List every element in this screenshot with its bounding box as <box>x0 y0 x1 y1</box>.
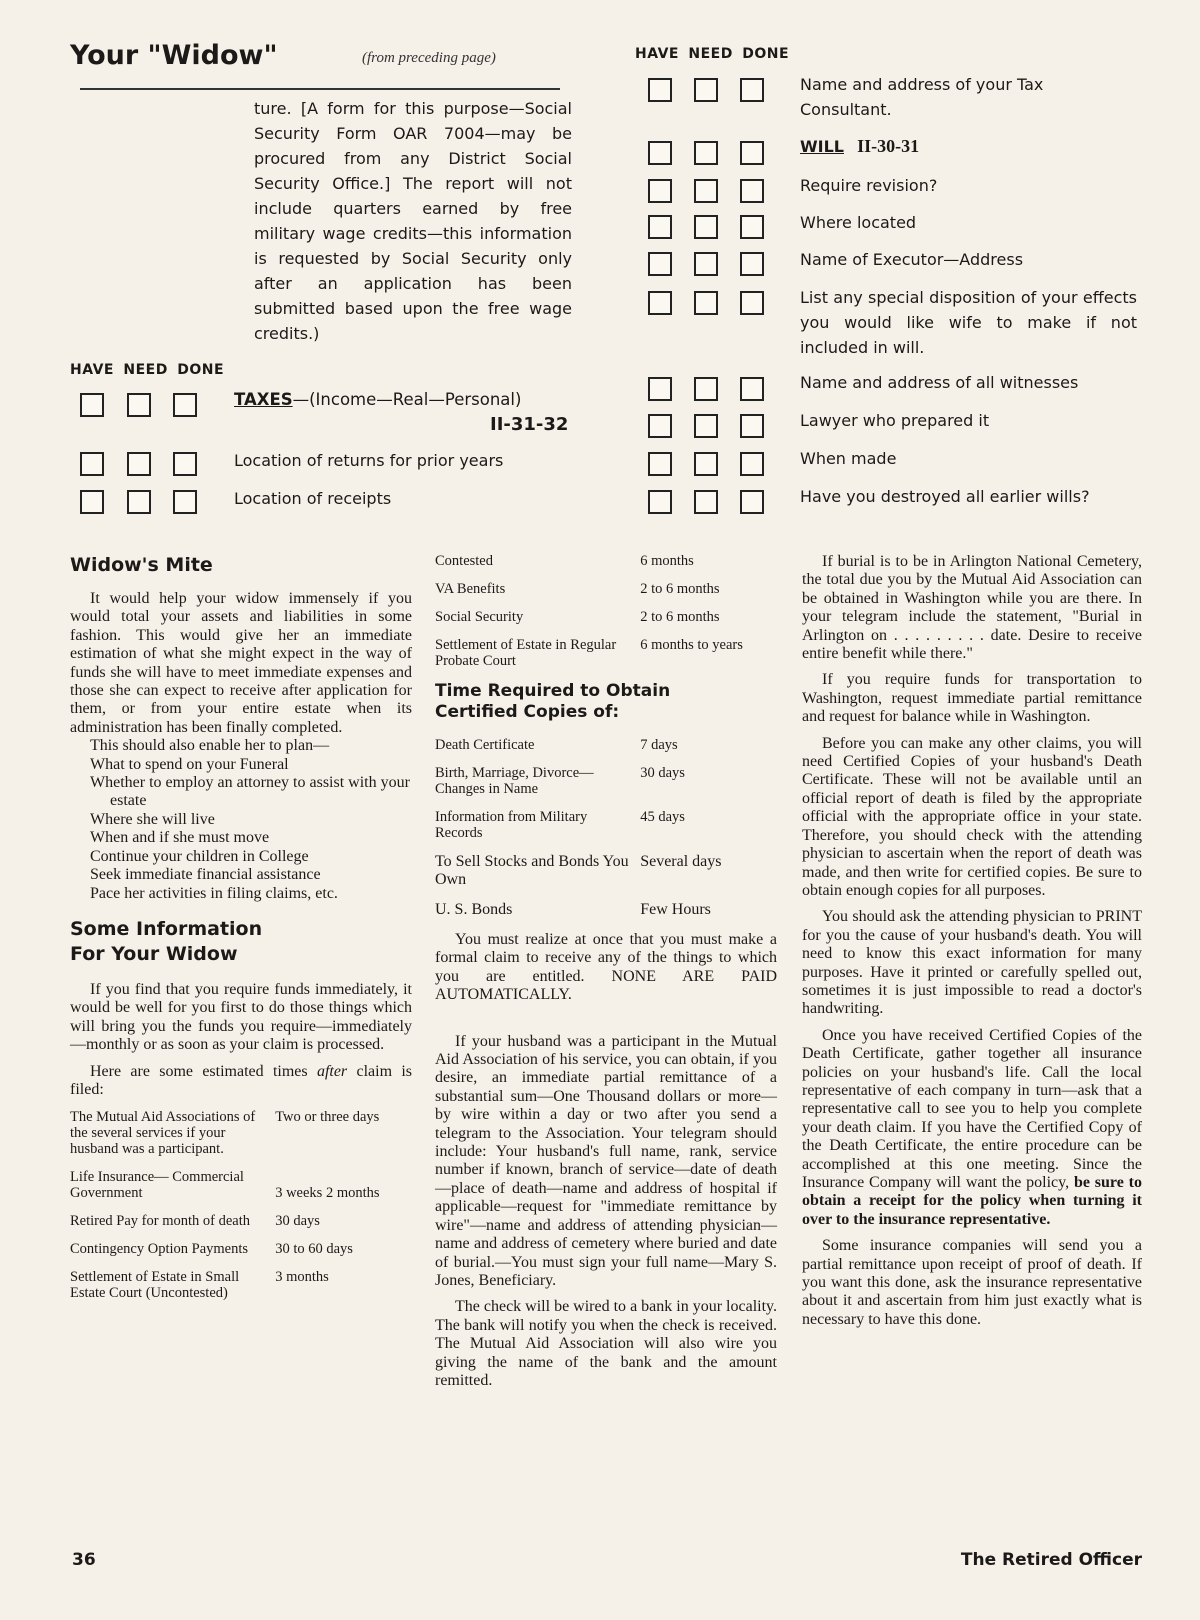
row-label: Death Certificate <box>435 737 535 753</box>
checkbox-have-destroyed[interactable] <box>648 490 672 514</box>
checkbox-need-lawyer[interactable] <box>694 414 718 438</box>
row-label: To Sell Stocks and Bonds You Own <box>435 853 629 888</box>
checkbox-have-receipts[interactable] <box>80 490 104 514</box>
checkbox-have-revision[interactable] <box>648 179 672 203</box>
certified-copies-heading: Time Required to Obtain Certified Copies of: <box>435 681 671 722</box>
checkbox-need-executor[interactable] <box>694 252 718 276</box>
row-value: 6 months <box>640 553 694 569</box>
info-paragraph: If you find that you require funds immediately, it would be well for you first to do those things which will bring you the funds you require—immediately—monthly or as soon as your claim is processed. <box>70 980 412 1054</box>
checkbox-done-when[interactable] <box>740 452 764 476</box>
row-label: U. S. Bonds <box>435 901 513 918</box>
will-item-revision: Require revision? <box>800 176 938 195</box>
column-3 <box>802 553 1142 1337</box>
claim-paragraph: You must realize at once that you must make a formal claim to receive any of the things to which you are entitled. NONE ARE PAID AUTOMATICALLY. <box>435 931 777 1004</box>
table-row <box>70 1169 412 1201</box>
done-label: DONE <box>742 46 790 62</box>
checkbox-done-witnesses[interactable] <box>740 377 764 401</box>
will-item-lawyer: Lawyer who prepared it <box>800 411 990 430</box>
text-run: Here are some estimated times <box>90 1062 317 1080</box>
row-value: 30 to 60 days <box>275 1241 353 1258</box>
row-label: Life Insurance— Commercial Government <box>70 1169 244 1202</box>
estimated-times-table-continued <box>435 553 777 669</box>
need-label: NEED <box>688 46 733 62</box>
text-run-bold: be sure to obtain a receipt for the policy when turning it over to the insurance representative. <box>802 1174 1142 1228</box>
checkbox-need-revision[interactable] <box>694 179 718 203</box>
arlington-paragraph: If burial is to be in Arlington National Cemetery, the total due you by the Mutual Aid Association can be obtained in Washington while you are there. In your telegram include the statement, "Burial in Arlington on . . . . . . . . . date. Desire to receive entire benefit while there." <box>802 553 1142 663</box>
checkbox-header-left <box>70 362 224 378</box>
checkbox-done-returns[interactable] <box>173 452 197 476</box>
heading-line-1: Some Information <box>70 917 263 940</box>
widows-mite-list <box>70 737 412 903</box>
header-rule <box>80 88 560 90</box>
row-value: 3 weeks 2 months <box>275 1185 380 1202</box>
will-item-when: When made <box>800 449 897 468</box>
checkbox-done-will[interactable] <box>740 141 764 165</box>
tax-consultant-item: Name and address of your Tax Consultant. <box>800 75 1044 119</box>
page-title: Your "Widow" <box>70 40 278 71</box>
table-row <box>435 581 777 597</box>
row-label: Social Security <box>435 609 524 625</box>
row-value: 3 months <box>275 1269 329 1286</box>
checkbox-done-located[interactable] <box>740 215 764 239</box>
checkbox-have-taxes[interactable] <box>80 393 104 417</box>
checkbox-done-disposition[interactable] <box>740 291 764 315</box>
will-item-executor: Name of Executor—Address <box>800 250 1024 269</box>
certified-copies-table <box>435 737 777 919</box>
info-paragraph-times <box>70 1063 412 1100</box>
some-information-body <box>70 981 412 1099</box>
row-value: 30 days <box>275 1213 320 1230</box>
list-item: Where she will live <box>90 810 215 828</box>
taxes-label: TAXES <box>234 390 293 409</box>
checkbox-need-taxes[interactable] <box>127 393 151 417</box>
list-item: Continue your children in College <box>90 847 309 865</box>
checkbox-have-when[interactable] <box>648 452 672 476</box>
checkbox-have-returns[interactable] <box>80 452 104 476</box>
need-label: NEED <box>123 362 168 378</box>
widows-mite-paragraph: It would help your widow immensely if you would total your assets and liabilities in some fashion. This would give her an immediate estimation of what she might expect in the way of funds she will have to meet immediate expenses and those she can expect to receive after application for them, or from your entire estate when its administration has been finally completed. <box>70 590 412 736</box>
checkbox-have-will[interactable] <box>648 141 672 165</box>
checkbox-done-receipts[interactable] <box>173 490 197 514</box>
will-item-destroyed: Have you destroyed all earlier wills? <box>800 487 1090 506</box>
check-paragraph: The check will be wired to a bank in your locality. The bank will notify you when the check is received. The Mutual Aid Association will also wire you giving the name of the bank and the amount remitted. <box>435 1298 777 1389</box>
row-value: Two or three days <box>275 1109 380 1126</box>
checkbox-done-lawyer[interactable] <box>740 414 764 438</box>
widows-mite-body <box>70 590 412 737</box>
checkbox-need-receipts[interactable] <box>127 490 151 514</box>
transportation-paragraph: If you require funds for transportation to Washington, request immediate partial remittance and request for balance while in Washington. <box>802 671 1142 726</box>
will-item-witnesses: Name and address of all witnesses <box>800 373 1079 392</box>
checkbox-have-executor[interactable] <box>648 252 672 276</box>
checkbox-done-executor[interactable] <box>740 252 764 276</box>
column-1 <box>70 553 412 1313</box>
taxes-code: II-31-32 <box>490 414 569 435</box>
table-row <box>70 1213 412 1229</box>
row-label: Settlement of Estate in Small Estate Court (Uncontested) <box>70 1269 240 1302</box>
row-value: 45 days <box>640 809 685 825</box>
checkbox-need-located[interactable] <box>694 215 718 239</box>
checkbox-need-disposition[interactable] <box>694 291 718 315</box>
will-label: WILL <box>800 137 844 156</box>
checkbox-need-witnesses[interactable] <box>694 377 718 401</box>
row-value: 30 days <box>640 765 685 781</box>
will-item-disposition: List any special disposition of your effects you would like wife to make if not included in will. <box>800 288 1137 357</box>
column-2-body <box>435 931 777 1390</box>
row-label: Retired Pay for month of death <box>70 1213 250 1230</box>
checkbox-have-located[interactable] <box>648 215 672 239</box>
row-value: Several days <box>640 853 722 870</box>
taxes-item-returns: Location of returns for prior years <box>234 451 504 470</box>
row-label: The Mutual Aid Associations of the several services if your husband was a participant. <box>70 1109 256 1158</box>
column-2 <box>435 553 777 1398</box>
partial-remittance-paragraph: Some insurance companies will send you a partial remittance upon receipt of proof of death. If you want this done, ask the insurance representative about it and ascertain from him just exactly what is necessary to have this done. <box>802 1237 1142 1328</box>
page-number: 36 <box>72 1550 96 1570</box>
will-code: II-30-31 <box>857 136 920 156</box>
row-label: Settlement of Estate in Regular Probate Court <box>435 637 617 669</box>
checkbox-done-taxes[interactable] <box>173 393 197 417</box>
checkbox-have-witnesses[interactable] <box>648 377 672 401</box>
table-row <box>435 553 777 569</box>
text-run: claim is filed: <box>70 1062 412 1098</box>
taxes-heading <box>234 387 521 412</box>
checkbox-have-disposition[interactable] <box>648 291 672 315</box>
will-heading <box>800 134 919 159</box>
checkbox-header-right <box>635 46 789 62</box>
table-row <box>70 1269 412 1301</box>
checkbox-need-consultant[interactable] <box>694 78 718 102</box>
text-run-italic: after <box>316 1062 348 1080</box>
checkbox-done-revision[interactable] <box>740 179 764 203</box>
some-information-heading <box>70 917 412 967</box>
row-label: Contingency Option Payments <box>70 1241 249 1258</box>
taxes-item-receipts: Location of receipts <box>234 489 392 508</box>
publication-name: The Retired Officer <box>960 1550 1142 1570</box>
table-row <box>435 853 777 889</box>
have-label: HAVE <box>635 46 679 62</box>
will-item-located: Where located <box>800 213 917 232</box>
taxes-sub: —(Income—Real—Personal) <box>292 390 522 409</box>
widows-mite-heading: Widow's Mite <box>70 554 213 576</box>
table-row <box>70 1241 412 1257</box>
checkbox-need-returns[interactable] <box>127 452 151 476</box>
list-item: Pace her activities in filing claims, etc. <box>90 884 338 902</box>
list-item: Whether to employ an attorney to assist with your estate <box>90 774 410 810</box>
continuation-paragraph: ture. [A form for this purpose—Social Security Form OAR 7004—may be procured from any District Social Security Office.] The report will not include quarters earned by free military wage credits—this information is requested by Social Security only after an application has been submitted based upon the free wage credits.) <box>254 99 572 343</box>
list-item: This should also enable her to plan— <box>90 737 330 755</box>
list-item: Seek immediate financial assistance <box>90 866 321 884</box>
estimated-times-table <box>70 1109 412 1301</box>
mutual-aid-paragraph: If your husband was a participant in the Mutual Aid Association of his service, you can obtain, if you desire, an immediate partial remittance of a substantial sum—One Thousand dollars or more—by wire within a day or two after you send a telegram to the Association. Your telegram should include: Your husband's full name, rank, service number if known, branch of service—date of death—place of death—name and address of hospital if applicable—request for "immediate remittance by wire"—name and address of attending physician—name and address of cemetery where buried and date of burial.—You must sign your full name—Mary S. Jones, Beneficiary. <box>435 1032 777 1289</box>
table-row <box>435 609 777 625</box>
checkbox-need-when[interactable] <box>694 452 718 476</box>
checkbox-have-consultant[interactable] <box>648 78 672 102</box>
row-value: 2 to 6 months <box>640 609 720 625</box>
row-value: 2 to 6 months <box>640 581 720 597</box>
list-item: When and if she must move <box>90 829 270 847</box>
page-subtitle: (from preceding page) <box>362 50 496 66</box>
table-row <box>435 809 777 841</box>
list-item: What to spend on your Funeral <box>90 755 289 773</box>
have-label: HAVE <box>70 362 114 378</box>
heading-line-2: For Your Widow <box>70 942 238 965</box>
done-label: DONE <box>177 362 225 378</box>
insurance-paragraph <box>802 1027 1142 1229</box>
row-label: Information from Military Records <box>435 809 588 841</box>
text-run: Once you have received Certified Copies of the Death Certificate, gather together all insurance policies on your husband's life. Call the local representative of each company in turn—ask that a representative call to see you to help you complete your death claim. If you have the Certified Copy of the Death Certificate, the entire procedure can be accomplished at this one meeting. Since the Insurance Company will want the policy, <box>802 1026 1142 1191</box>
checkbox-have-lawyer[interactable] <box>648 414 672 438</box>
table-row <box>70 1109 412 1157</box>
row-label: Contested <box>435 553 493 569</box>
row-value: 6 months to years <box>640 637 743 653</box>
certified-copies-paragraph: Before you can make any other claims, you will need Certified Copies of your husband's Death Certificate. These will not be available until an official report of death is filed by the appropriate official with the appropriate office in your state. Therefore, you should check with the attending physician to ascertain when the report of death was made, and then write for certified copies. Be sure to obtain enough copies for all purposes. <box>802 734 1142 899</box>
row-label: Birth, Marriage, Divorce—Changes in Name <box>435 765 594 797</box>
table-row <box>435 765 777 797</box>
table-row <box>435 737 777 753</box>
checkbox-need-will[interactable] <box>694 141 718 165</box>
checkbox-need-destroyed[interactable] <box>694 490 718 514</box>
row-value: 7 days <box>640 737 678 753</box>
cause-of-death-paragraph: You should ask the attending physician to PRINT for you the cause of your husband's death. You will need to know this exact information for many purposes. Have it printed or carefully spelled out, sometimes it is just impossible to read a doctor's handwriting. <box>802 908 1142 1018</box>
table-row <box>435 901 777 919</box>
row-value: Few Hours <box>640 901 711 918</box>
row-label: VA Benefits <box>435 581 506 597</box>
checkbox-done-consultant[interactable] <box>740 78 764 102</box>
table-row <box>435 637 777 669</box>
checkbox-done-destroyed[interactable] <box>740 490 764 514</box>
